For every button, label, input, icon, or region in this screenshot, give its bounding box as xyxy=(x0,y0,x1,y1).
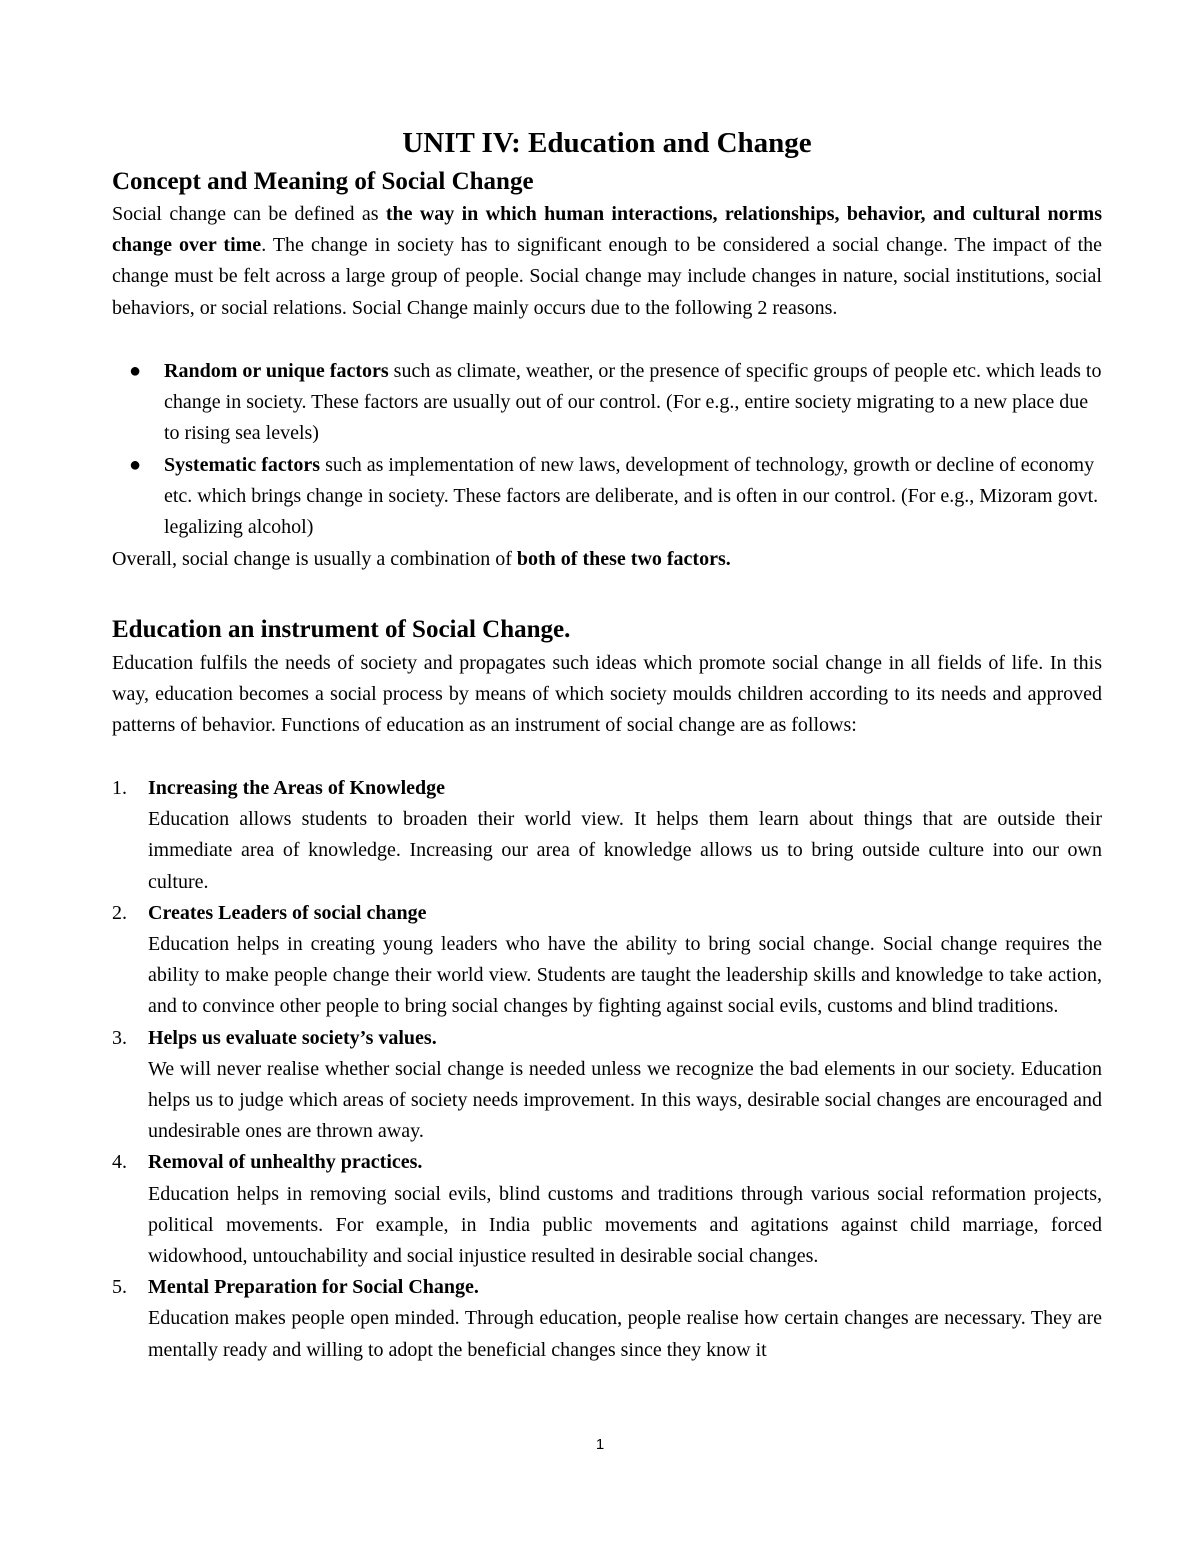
page-title: UNIT IV: Education and Change xyxy=(402,127,812,159)
functions-numbered-list xyxy=(112,773,1102,1366)
list-item-body: We will never realise whether social change is needed unless we recognize the bad elements in our society. Education helps us to judge which areas of society needs improvement. In this ways, desirable social changes are encouraged and undesirable ones are thrown away. xyxy=(148,1057,1102,1143)
list-item-body: Education allows students to broaden their world view. It helps them learn about things that are outside their immediate area of knowledge. Increasing our area of knowledge allows us to bring outside culture into our own culture. xyxy=(148,808,1102,893)
list-item-title: Creates Leaders of social change xyxy=(148,901,427,924)
list-item xyxy=(112,773,1102,898)
list-number: 1. xyxy=(112,777,127,799)
bullet-bold: Random or unique factors xyxy=(164,360,389,382)
list-item-title: Removal of unhealthy practices. xyxy=(148,1151,423,1174)
list-item-body: Education helps in creating young leaders who have the ability to bring social change. Social change requires the ability to make people change their world view. Students are taught the leadership skills and knowledge to take action, and to convince other people to bring social changes by fighting against social evils, customs and blind traditions. xyxy=(148,933,1102,1018)
list-number: 4. xyxy=(112,1151,127,1174)
list-item xyxy=(112,898,1102,1023)
list-item-body: Education makes people open minded. Through education, people realise how certain changes are necessary. They are mentally ready and willing to adopt the beneficial changes since they know it xyxy=(148,1307,1102,1361)
section-heading-education: Education an instrument of Social Change. xyxy=(112,616,571,643)
bullet-icon: ● xyxy=(129,360,142,382)
list-item-title: Helps us evaluate society’s values. xyxy=(148,1026,437,1049)
overall-text: Overall, social change is usually a combination of xyxy=(112,548,517,570)
intro-bold-definition: the way in which human interactions, relationships, behavior, and cultural norms change over time xyxy=(112,203,1103,257)
intro-text-b: . The change in society has to significant enough to be considered a social change. The impact of the change must be felt across a large group of people. Social change may include changes in nature, social institutions, social behaviors, or social relations. Social Change mainly occurs due to the following 2 reasons. xyxy=(112,234,1103,319)
list-item xyxy=(112,1023,1102,1148)
bullet-item xyxy=(112,450,1102,544)
intro-text-a: Social change can be defined as xyxy=(112,203,386,225)
intro-paragraph xyxy=(112,199,1102,324)
overall-bold: both of these two factors. xyxy=(516,548,731,570)
factors-bullet-list xyxy=(112,356,1102,543)
list-item-title: Mental Preparation for Social Change. xyxy=(148,1276,479,1299)
list-number: 3. xyxy=(112,1026,127,1049)
bullet-item xyxy=(112,356,1102,450)
page-number: 1 xyxy=(595,1436,605,1453)
list-number: 5. xyxy=(112,1276,127,1299)
list-item-body: Education helps in removing social evils, blind customs and traditions through various social reformation projects, political movements. For example, in India public movements and agitations against child marriage, forced widowhood, untouchability and social injustice resulted in desirable social changes. xyxy=(148,1182,1102,1268)
overall-paragraph xyxy=(112,544,1102,575)
list-item-title: Increasing the Areas of Knowledge xyxy=(148,777,446,799)
list-item xyxy=(112,1272,1102,1366)
section-heading-concept: Concept and Meaning of Social Change xyxy=(112,168,534,195)
bullet-text: such as climate, weather, or the presence of specific groups of people etc. which leads to change in society. These factors are usually out of our control. (For e.g., entire society migrating to a new place due to rising sea levels) xyxy=(164,360,1102,445)
bullet-icon: ● xyxy=(129,453,142,476)
bullet-text: such as implementation of new laws, development of technology, growth or decline of economy etc. which brings change in society. These factors are deliberate, and is often in our control. (For e.g., Mizoram govt. legalizing alcohol) xyxy=(164,453,1099,539)
education-intro-paragraph: Education fulfils the needs of society and propagates such ideas which promote social change in all fields of life. In this way, education becomes a social process by means of which society moulds children according to its needs and approved patterns of behavior. Functions of education as an instrument of social change are as follows: xyxy=(112,652,1102,737)
bullet-bold: Systematic factors xyxy=(164,453,321,476)
list-item xyxy=(112,1147,1102,1272)
list-number: 2. xyxy=(112,901,127,924)
